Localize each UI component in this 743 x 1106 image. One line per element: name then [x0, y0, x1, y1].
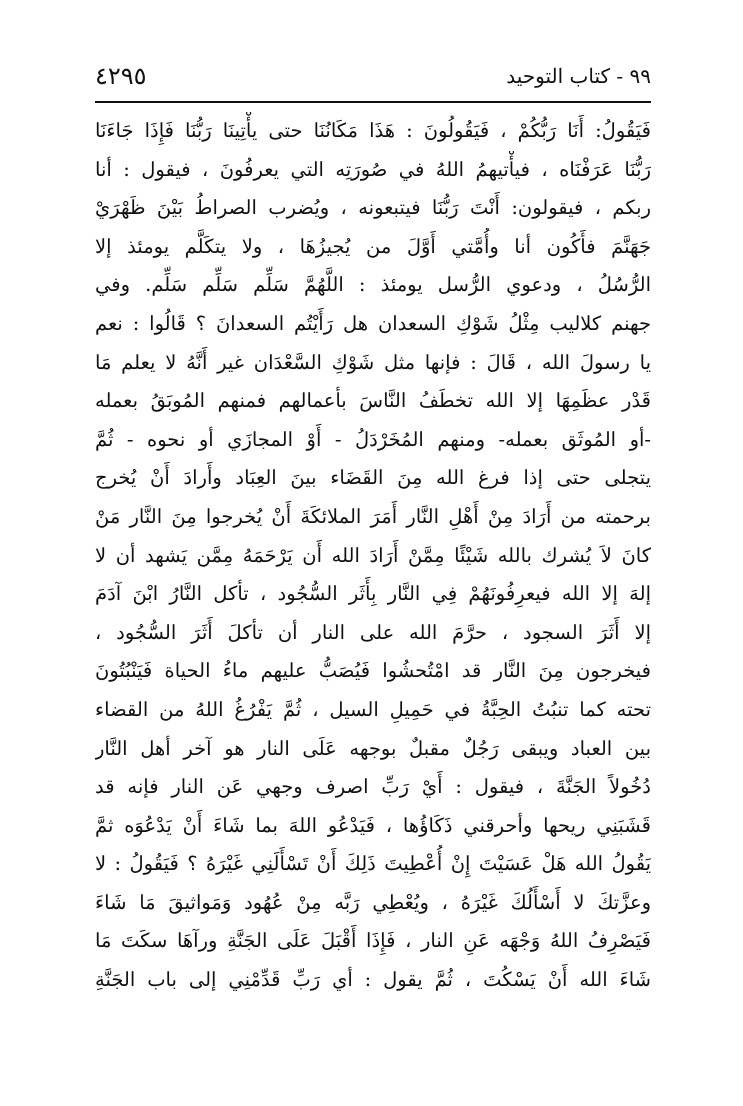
text-line: يتجلى حتى إذا فرغ الله مِنَ القَضَاء بينَ العِبَاد وأَرادَ أَنْ يُخرج [95, 466, 651, 490]
text-line: فَيَقُولُ: أَنَا رَبُّكُمْ ، فَيَقُولُونَ : هَذَا مَكَانُنَا حتى يأْتِينَا رَبُّنَا فَإِذَا جَاءَنَا [95, 119, 651, 142]
text-line: جَهَنَّمَ فأَكُون أنا وأُمَّتي أَوَّلَ من يُجيزُهَا ، ولا يتكَلَّم يومئذ إلا [95, 234, 651, 258]
text-line: جهنم كلاليب مِثْلُ شَوْكِ السعدان هل رَأَيْتُم السعدانَ ؟ قَالُوا : نعم [95, 311, 651, 335]
header-rule [95, 101, 651, 103]
text-line: بين العباد ويبقى رَجُلٌ مقبلٌ بوجهه عَلَى النار هو آخر أهل النَّار [95, 736, 651, 760]
text-line: قَدْر عظَمِهَا إلا الله تخطَفُ النَّاسَ بأعمالهم فمنهم المُوبَقُ بعمله [95, 389, 651, 413]
text-line: فيخرجون مِنَ النَّار قد امْتُحشُوا فَيُصَبُّ عليهم ماءُ الحياة فَيَنْبُتُونَ [95, 659, 651, 683]
text-line: فَيَصْرِفُ اللهُ وَجْهَه عَنِ النار ، فَإِذَا أَقْبَلَ عَلَى الجَنَّةِ ورآهَا سكَتَ مَا [95, 929, 651, 953]
page-header [95, 62, 651, 96]
chapter-title: ٩٩ - كتاب التوحيد [506, 64, 651, 88]
text-line: إلهَ إلا الله فيعرِفُونَهُمْ فِي النَّار بِأَثَر السُّجُود ، تأكل النَّارُ ابْنَ آدَمَ [95, 582, 651, 606]
text-line: وعزَّتكَ لا أَسْأَلُكَ غَيْرَهُ ، ويُعْطِي رَبَّه مِنْ عُهُود وَمَواثيقَ مَا شَاءَ [95, 890, 651, 914]
page-body [95, 112, 651, 1000]
text-line: الرُّسُلُ ، ودعوي الرُّسل يومئذ : اللَّهُمَّ سَلِّم سَلِّم سَلِّم. وفي [95, 273, 651, 297]
text-line: تحته كما تنبُتُ الحِبَّةُ في حَمِيلِ السيل ، ثُمَّ يَفْرُغُ اللهُ من القضاء [95, 697, 651, 721]
text-line: يا رسولَ الله ، قَالَ : فإنها مثل شَوْكِ السَّعْدَان غير أَنَّهُ لا يعلم مَا [95, 350, 651, 374]
text-line: رَبُّنَا عَرَفْنَاه ، فيأْتيهمُ اللهُ في صُورَتِه التي يعرفُونَ ، فيقول : أنا [95, 157, 651, 181]
text-line: كانَ لاَ يُشرك بالله شَيْئًا مِمَّنْ أَرَادَ الله أَن يَرْحَمَهُ مِمَّن يَشهد أن لا [95, 543, 651, 567]
text-line: برحمته من أَرَادَ مِنْ أَهْلِ النَّار أَمَرَ الملائكَةَ أَنْ يُخرجوا مِنَ النَّار مَنْ [95, 504, 651, 528]
text-line: شَاءَ الله أَنْ يَسْكُتَ ، ثُمَّ يقول : أي رَبِّ قَدِّمْنِي إلى باب الجَنَّةِ [95, 968, 651, 992]
text-line: -أو المُوثَق بعمله- ومنهم المُخَرْدَلُ - أَوْ المجازَي أو نحوه - ثُمَّ [95, 427, 651, 451]
text-line: إلا أَثَرَ السجود ، حرَّمَ الله على النار أن تأكلَ أَثَرَ السُّجُود ، [95, 620, 651, 644]
text-line: ربكم ، فيقولون: أَنْتَ رَبُّنَا فيتبعونه ، ويُضرب الصراطُ بَيْنَ ظَهْرَيْ [95, 196, 651, 220]
text-line: قَشَبَنِي ريحها وأحرقني ذَكَاؤُها ، فَيَدْعُو اللهَ بما شَاءَ أَنْ يَدْعُوَه ثمَّ [95, 813, 651, 837]
text-line: يَقُولُ الله هَلْ عَسَيْتَ إِنْ أُعْطِيتَ ذَلِكَ أَنْ تَسْأَلَنِي غَيْرَهُ ؟ فَيَقُولُ : لا [95, 852, 651, 876]
text-line: دُخُولاً الجَنَّةَ ، فيقول : أَيْ رَبِّ اصرف وجهي عَن النار فإنه قد [95, 775, 651, 799]
page-number: ٤٢٩٥ [95, 62, 147, 90]
